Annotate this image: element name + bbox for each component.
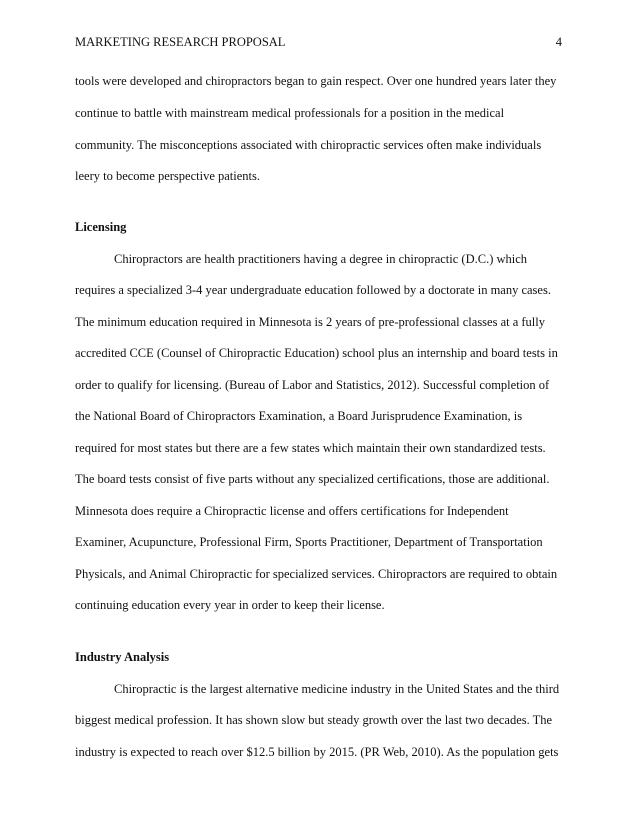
body-line: Chiropractic is the largest alternative medicine industry in the United States and the third (114, 682, 560, 696)
body-line: Chiropractors are health practitioners having a degree in chiropractic (D.C.) which (114, 252, 528, 266)
running-title: MARKETING RESEARCH PROPOSAL (75, 35, 286, 49)
body-line: continuing education every year in order to keep their license. (75, 598, 385, 612)
body-line: continue to battle with mainstream medical professionals for a position in the medical (75, 106, 505, 120)
body-line: accredited CCE (Counsel of Chiropractic Education) school plus an internship and board tests in (75, 346, 558, 360)
body-line: Minnesota does require a Chiropractic license and offers certifications for Independent (75, 504, 509, 518)
section-heading-industry-analysis: Industry Analysis (75, 650, 170, 664)
body-line: the National Board of Chiropractors Examination, a Board Jurisprudence Examination, is (75, 409, 523, 423)
body-line: industry is expected to reach over $12.5 billion by 2015. (PR Web, 2010). As the population gets (75, 745, 559, 759)
body-line: Physicals, and Animal Chiropractic for specialized services. Chiropractors are required to obtain (75, 567, 558, 581)
body-line: community. The misconceptions associated with chiropractic services often make individuals (75, 138, 542, 152)
body-line: leery to become perspective patients. (75, 169, 260, 183)
body-line: biggest medical profession. It has shown slow but steady growth over the last two decades. The (75, 713, 553, 727)
body-line: The minimum education required in Minnesota is 2 years of pre-professional classes at a fully (75, 315, 546, 329)
body-line: order to qualify for licensing. (Bureau of Labor and Statistics, 2012). Successful completion of (75, 378, 550, 392)
running-head (75, 34, 562, 50)
page-number: 4 (555, 35, 562, 49)
body-line: The board tests consist of five parts without any specialized certifications, those are additional. (75, 472, 550, 486)
body-line: tools were developed and chiropractors began to gain respect. Over one hundred years later they (75, 74, 557, 88)
body-line: requires a specialized 3-4 year undergraduate education followed by a doctorate in many cases. (75, 283, 551, 297)
section-heading-licensing: Licensing (75, 220, 127, 234)
body-line: Examiner, Acupuncture, Professional Firm, Sports Practitioner, Department of Transportation (75, 535, 543, 549)
body-line: required for most states but there are a few states which maintain their own standardized tests. (75, 441, 546, 455)
